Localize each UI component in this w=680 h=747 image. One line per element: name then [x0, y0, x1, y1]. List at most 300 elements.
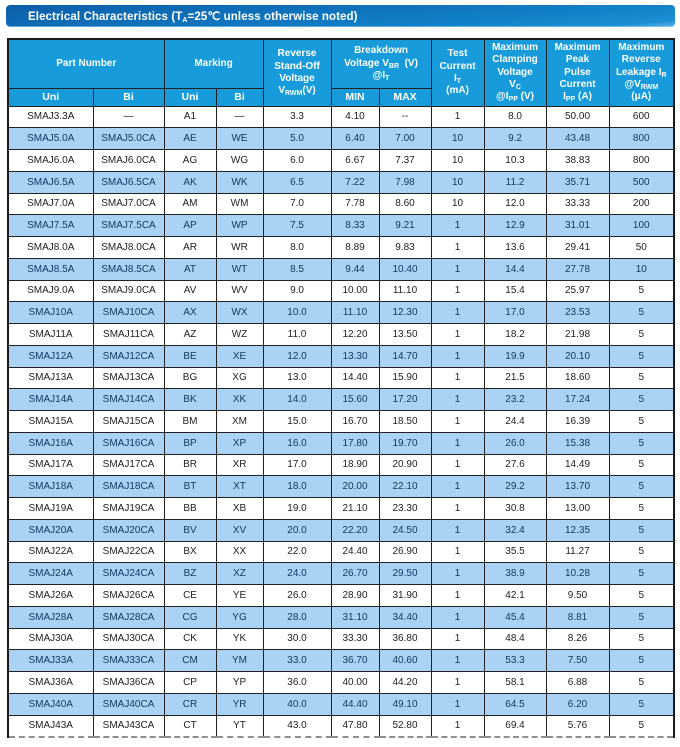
- cell: SMAJ13A: [8, 367, 93, 389]
- cell: 6.5: [263, 171, 331, 193]
- cell: SMAJ6.5CA: [93, 171, 164, 193]
- cell: 69.4: [484, 715, 546, 737]
- cell: 17.80: [331, 432, 379, 454]
- table-row: [8, 563, 674, 585]
- cell: 14.40: [331, 367, 379, 389]
- subheader-part-uni: Uni: [8, 88, 93, 106]
- cell: 5: [609, 606, 674, 628]
- cell: SMAJ6.5A: [8, 171, 93, 193]
- cell: 1: [431, 258, 484, 280]
- cell: 17.0: [484, 302, 546, 324]
- cell: 48.4: [484, 628, 546, 650]
- cell: 9.83: [379, 237, 431, 259]
- cell: 36.0: [263, 672, 331, 694]
- header-max-peak-pulse-current: Maximum Peak Pulse Current $I_{PP}$ (A): [546, 39, 609, 106]
- cell: XK: [216, 389, 263, 411]
- cell: 3.3: [263, 106, 331, 128]
- cell: SMAJ8.5CA: [93, 258, 164, 280]
- cell: 13.70: [546, 476, 609, 498]
- section-title-bar: [6, 5, 675, 27]
- cell: 33.30: [331, 628, 379, 650]
- table-row: [8, 128, 674, 150]
- cell: 64.5: [484, 693, 546, 715]
- cell: WX: [216, 302, 263, 324]
- cell: XE: [216, 345, 263, 367]
- table-row: [8, 389, 674, 411]
- cell: YM: [216, 650, 263, 672]
- cell: 4.10: [331, 106, 379, 128]
- cell: SMAJ10CA: [93, 302, 164, 324]
- cell: BZ: [164, 563, 216, 585]
- cell: 23.30: [379, 498, 431, 520]
- cell: SMAJ26CA: [93, 585, 164, 607]
- cell: XG: [216, 367, 263, 389]
- cell: AE: [164, 128, 216, 150]
- cell: WV: [216, 280, 263, 302]
- cell: 8.5: [263, 258, 331, 280]
- cell: 5: [609, 476, 674, 498]
- cell: SMAJ19CA: [93, 498, 164, 520]
- table-row: [8, 476, 674, 498]
- cell: 7.0: [263, 193, 331, 215]
- cell: 31.10: [331, 606, 379, 628]
- cell: 17.20: [379, 389, 431, 411]
- cell: 5: [609, 345, 674, 367]
- cell: 1: [431, 106, 484, 128]
- cell: 13.30: [331, 345, 379, 367]
- cell: XP: [216, 432, 263, 454]
- cell: 14.0: [263, 389, 331, 411]
- cell: 1: [431, 280, 484, 302]
- cell: 24.50: [379, 519, 431, 541]
- cell: 8.33: [331, 215, 379, 237]
- cell: 1: [431, 498, 484, 520]
- table-row: [8, 150, 674, 172]
- cell: AT: [164, 258, 216, 280]
- cell: 1: [431, 715, 484, 737]
- cell: 22.10: [379, 476, 431, 498]
- cell: CT: [164, 715, 216, 737]
- cell: BG: [164, 367, 216, 389]
- cell: CP: [164, 672, 216, 694]
- table-row: [8, 628, 674, 650]
- cell: 15.0: [263, 411, 331, 433]
- cell: 27.6: [484, 454, 546, 476]
- table-row: [8, 302, 674, 324]
- cell: 43.0: [263, 715, 331, 737]
- cell: 5: [609, 324, 674, 346]
- cell: XR: [216, 454, 263, 476]
- cell: CE: [164, 585, 216, 607]
- table-row: [8, 171, 674, 193]
- cell: 10.40: [379, 258, 431, 280]
- cell: SMAJ28CA: [93, 606, 164, 628]
- cell: XM: [216, 411, 263, 433]
- cell: 5.76: [546, 715, 609, 737]
- cell: XV: [216, 519, 263, 541]
- cell: SMAJ43A: [8, 715, 93, 737]
- cell: 26.90: [379, 541, 431, 563]
- cell: 9.2: [484, 128, 546, 150]
- cell: 14.70: [379, 345, 431, 367]
- cell: SMAJ17A: [8, 454, 93, 476]
- cell: SMAJ5.0CA: [93, 128, 164, 150]
- cell: 1: [431, 215, 484, 237]
- cell: 10: [431, 150, 484, 172]
- cell: SMAJ8.0A: [8, 237, 93, 259]
- cell: 1: [431, 432, 484, 454]
- header-marking: Marking: [164, 39, 263, 88]
- cell: 1: [431, 585, 484, 607]
- cell: CM: [164, 650, 216, 672]
- cell: 22.0: [263, 541, 331, 563]
- cell: 5: [609, 280, 674, 302]
- cell: 16.70: [331, 411, 379, 433]
- cell: WM: [216, 193, 263, 215]
- cell: BK: [164, 389, 216, 411]
- subheader-min: MIN: [331, 88, 379, 106]
- cell: 8.81: [546, 606, 609, 628]
- cell: 13.00: [546, 498, 609, 520]
- table-row: [8, 693, 674, 715]
- cell: 11.10: [331, 302, 379, 324]
- table-row: [8, 215, 674, 237]
- cell: 12.9: [484, 215, 546, 237]
- cell: AZ: [164, 324, 216, 346]
- cell: 30.8: [484, 498, 546, 520]
- table-row: [8, 237, 674, 259]
- cell: SMAJ14A: [8, 389, 93, 411]
- cell: 31.90: [379, 585, 431, 607]
- cell: 15.90: [379, 367, 431, 389]
- cell: WK: [216, 171, 263, 193]
- cell: AM: [164, 193, 216, 215]
- cell: —: [216, 106, 263, 128]
- cell: 1: [431, 411, 484, 433]
- cell: 6.67: [331, 150, 379, 172]
- cell: YR: [216, 693, 263, 715]
- cell: 24.4: [484, 411, 546, 433]
- cell: 35.5: [484, 541, 546, 563]
- cell: WT: [216, 258, 263, 280]
- section-title: Electrical Characteristics ($T_A=25℃$ unless otherwise noted): [28, 11, 358, 24]
- cell: SMAJ36CA: [93, 672, 164, 694]
- table-body: [8, 106, 674, 737]
- cell: SMAJ30CA: [93, 628, 164, 650]
- cell: 27.78: [546, 258, 609, 280]
- cell: 5: [609, 650, 674, 672]
- cell: 18.2: [484, 324, 546, 346]
- cell: SMAJ8.5A: [8, 258, 93, 280]
- cell: 16.0: [263, 432, 331, 454]
- header-max-reverse-leakage: Maximum Reverse Leakage $I_R$ $@V_{RWM}$ (μA): [609, 39, 674, 106]
- table-row: [8, 280, 674, 302]
- cell: SMAJ22A: [8, 541, 93, 563]
- cell: SMAJ12A: [8, 345, 93, 367]
- cell: YE: [216, 585, 263, 607]
- cell: 1: [431, 563, 484, 585]
- cell: 15.60: [331, 389, 379, 411]
- cell: 6.40: [331, 128, 379, 150]
- cell: 1: [431, 650, 484, 672]
- cell: 1: [431, 476, 484, 498]
- cell: 1: [431, 519, 484, 541]
- cell: 19.70: [379, 432, 431, 454]
- cell: 18.60: [546, 367, 609, 389]
- cell: 35.71: [546, 171, 609, 193]
- cell: 12.30: [379, 302, 431, 324]
- cell: 10: [431, 128, 484, 150]
- cell: 600: [609, 106, 674, 128]
- cell: 36.80: [379, 628, 431, 650]
- cell: 800: [609, 128, 674, 150]
- cell: 15.38: [546, 432, 609, 454]
- header-test-current: Test Current $I_T$ (mA): [431, 39, 484, 106]
- cell: 29.50: [379, 563, 431, 585]
- table-row: [8, 345, 674, 367]
- cell: SMAJ6.0A: [8, 150, 93, 172]
- cell: 5: [609, 519, 674, 541]
- cell: SMAJ8.0CA: [93, 237, 164, 259]
- cell: 19.0: [263, 498, 331, 520]
- subheader-max: MAX: [379, 88, 431, 106]
- header-reverse-standoff-voltage: Reverse Stand-Off Voltage $V_{RWM}(V)$: [263, 39, 331, 106]
- cell: 8.60: [379, 193, 431, 215]
- cell: SMAJ24A: [8, 563, 93, 585]
- table-row: [8, 606, 674, 628]
- cell: 1: [431, 628, 484, 650]
- cell: 500: [609, 171, 674, 193]
- cell: 29.41: [546, 237, 609, 259]
- cell: BM: [164, 411, 216, 433]
- cell: SMAJ18A: [8, 476, 93, 498]
- cell: XX: [216, 541, 263, 563]
- cell: 23.53: [546, 302, 609, 324]
- cell: 5: [609, 628, 674, 650]
- cell: SMAJ15CA: [93, 411, 164, 433]
- cell: SMAJ15A: [8, 411, 93, 433]
- cell: 14.4: [484, 258, 546, 280]
- cell: 50: [609, 237, 674, 259]
- cell: AK: [164, 171, 216, 193]
- cell: SMAJ7.5A: [8, 215, 93, 237]
- cell: 5: [609, 563, 674, 585]
- cell: 29.2: [484, 476, 546, 498]
- cell: 23.2: [484, 389, 546, 411]
- cell: WE: [216, 128, 263, 150]
- subheader-marking-uni: Uni: [164, 88, 216, 106]
- cell: 10.3: [484, 150, 546, 172]
- cell: CG: [164, 606, 216, 628]
- cell: 5: [609, 432, 674, 454]
- cell: 1: [431, 672, 484, 694]
- table-row: [8, 324, 674, 346]
- subheader-marking-bi: Bi: [216, 88, 263, 106]
- cell: 1: [431, 454, 484, 476]
- cell: 45.4: [484, 606, 546, 628]
- cell: SMAJ33CA: [93, 650, 164, 672]
- header-part-number: Part Number: [8, 39, 164, 88]
- cell: 1: [431, 367, 484, 389]
- cell: 26.70: [331, 563, 379, 585]
- cell: 5: [609, 389, 674, 411]
- cell: 49.10: [379, 693, 431, 715]
- cell: SMAJ30A: [8, 628, 93, 650]
- cell: SMAJ40A: [8, 693, 93, 715]
- cell: 5: [609, 585, 674, 607]
- cell: 7.5: [263, 215, 331, 237]
- cell: XT: [216, 476, 263, 498]
- cell: 10.28: [546, 563, 609, 585]
- table-row: [8, 519, 674, 541]
- cell: 5: [609, 498, 674, 520]
- cell: 18.50: [379, 411, 431, 433]
- cell: 5: [609, 715, 674, 737]
- cell: 32.4: [484, 519, 546, 541]
- cell: 14.49: [546, 454, 609, 476]
- cell: 5: [609, 693, 674, 715]
- table-row: [8, 498, 674, 520]
- cell: 10: [431, 171, 484, 193]
- table-row: [8, 672, 674, 694]
- cell: A1: [164, 106, 216, 128]
- cell: SMAJ26A: [8, 585, 93, 607]
- cell: 5: [609, 454, 674, 476]
- cell: —: [93, 106, 164, 128]
- cell: 7.98: [379, 171, 431, 193]
- cell: BX: [164, 541, 216, 563]
- cell: SMAJ11A: [8, 324, 93, 346]
- subheader-part-bi: Bi: [93, 88, 164, 106]
- cell: 31.01: [546, 215, 609, 237]
- cell: 5.0: [263, 128, 331, 150]
- table-row: [8, 715, 674, 737]
- cell: SMAJ3.3A: [8, 106, 93, 128]
- header-max-clamping-voltage: Maximum Clamping Voltage $V_C$ $@I_{PP}$ (V): [484, 39, 546, 106]
- cell: 1: [431, 345, 484, 367]
- table-row: [8, 432, 674, 454]
- cell: 44.40: [331, 693, 379, 715]
- cell: 11.0: [263, 324, 331, 346]
- cell: WP: [216, 215, 263, 237]
- table-header: [8, 39, 674, 106]
- cell: --: [379, 106, 431, 128]
- cell: YK: [216, 628, 263, 650]
- cell: SMAJ6.0CA: [93, 150, 164, 172]
- cell: YP: [216, 672, 263, 694]
- cell: 11.10: [379, 280, 431, 302]
- cell: 43.48: [546, 128, 609, 150]
- cell: 6.0: [263, 150, 331, 172]
- cell: YG: [216, 606, 263, 628]
- cell: 5: [609, 672, 674, 694]
- cell: 8.0: [263, 237, 331, 259]
- cell: BP: [164, 432, 216, 454]
- cell: 12.0: [263, 345, 331, 367]
- table-row: [8, 454, 674, 476]
- cell: 6.88: [546, 672, 609, 694]
- cell: 19.9: [484, 345, 546, 367]
- cell: SMAJ11CA: [93, 324, 164, 346]
- cell: BR: [164, 454, 216, 476]
- cell: 9.50: [546, 585, 609, 607]
- cell: 5: [609, 541, 674, 563]
- cell: 28.90: [331, 585, 379, 607]
- cell: SMAJ20A: [8, 519, 93, 541]
- cell: 8.89: [331, 237, 379, 259]
- cell: 7.00: [379, 128, 431, 150]
- table-row: [8, 258, 674, 280]
- cell: SMAJ7.0CA: [93, 193, 164, 215]
- cell: SMAJ28A: [8, 606, 93, 628]
- header-group-row: [8, 39, 674, 88]
- cell: 8.26: [546, 628, 609, 650]
- cell: SMAJ43CA: [93, 715, 164, 737]
- cell: SMAJ24CA: [93, 563, 164, 585]
- cell: 40.0: [263, 693, 331, 715]
- cell: 9.44: [331, 258, 379, 280]
- cell: CR: [164, 693, 216, 715]
- cell: 1: [431, 389, 484, 411]
- cell: 20.10: [546, 345, 609, 367]
- cell: 52.80: [379, 715, 431, 737]
- cell: 33.0: [263, 650, 331, 672]
- cell: 7.22: [331, 171, 379, 193]
- cell: AV: [164, 280, 216, 302]
- cell: AX: [164, 302, 216, 324]
- table-row: [8, 541, 674, 563]
- cell: 18.0: [263, 476, 331, 498]
- cell: 11.27: [546, 541, 609, 563]
- cell: WG: [216, 150, 263, 172]
- table-row: [8, 585, 674, 607]
- cell: SMAJ18CA: [93, 476, 164, 498]
- cell: AR: [164, 237, 216, 259]
- cell: SMAJ7.5CA: [93, 215, 164, 237]
- cell: 38.9: [484, 563, 546, 585]
- cell: 53.3: [484, 650, 546, 672]
- cell: 20.90: [379, 454, 431, 476]
- cell: SMAJ9.0CA: [93, 280, 164, 302]
- cell: SMAJ19A: [8, 498, 93, 520]
- cell: 20.00: [331, 476, 379, 498]
- cell: 9.0: [263, 280, 331, 302]
- cell: 20.0: [263, 519, 331, 541]
- cell: 47.80: [331, 715, 379, 737]
- cell: 1: [431, 302, 484, 324]
- electrical-characteristics-table: [7, 38, 675, 738]
- cell: 10: [609, 258, 674, 280]
- cell: SMAJ14CA: [93, 389, 164, 411]
- cell: 13.50: [379, 324, 431, 346]
- cell: 16.39: [546, 411, 609, 433]
- header-breakdown-voltage: Breakdown Voltage $V_{BR}$ (V) $@I_T$: [331, 39, 431, 88]
- cell: 15.4: [484, 280, 546, 302]
- cell: 40.00: [331, 672, 379, 694]
- cell: CK: [164, 628, 216, 650]
- cell: 34.40: [379, 606, 431, 628]
- cell: WR: [216, 237, 263, 259]
- cell: SMAJ9.0A: [8, 280, 93, 302]
- cell: 1: [431, 541, 484, 563]
- cell: SMAJ7.0A: [8, 193, 93, 215]
- cell: SMAJ22CA: [93, 541, 164, 563]
- cell: 36.70: [331, 650, 379, 672]
- cell: 17.24: [546, 389, 609, 411]
- cell: BV: [164, 519, 216, 541]
- cell: BE: [164, 345, 216, 367]
- cell: 40.60: [379, 650, 431, 672]
